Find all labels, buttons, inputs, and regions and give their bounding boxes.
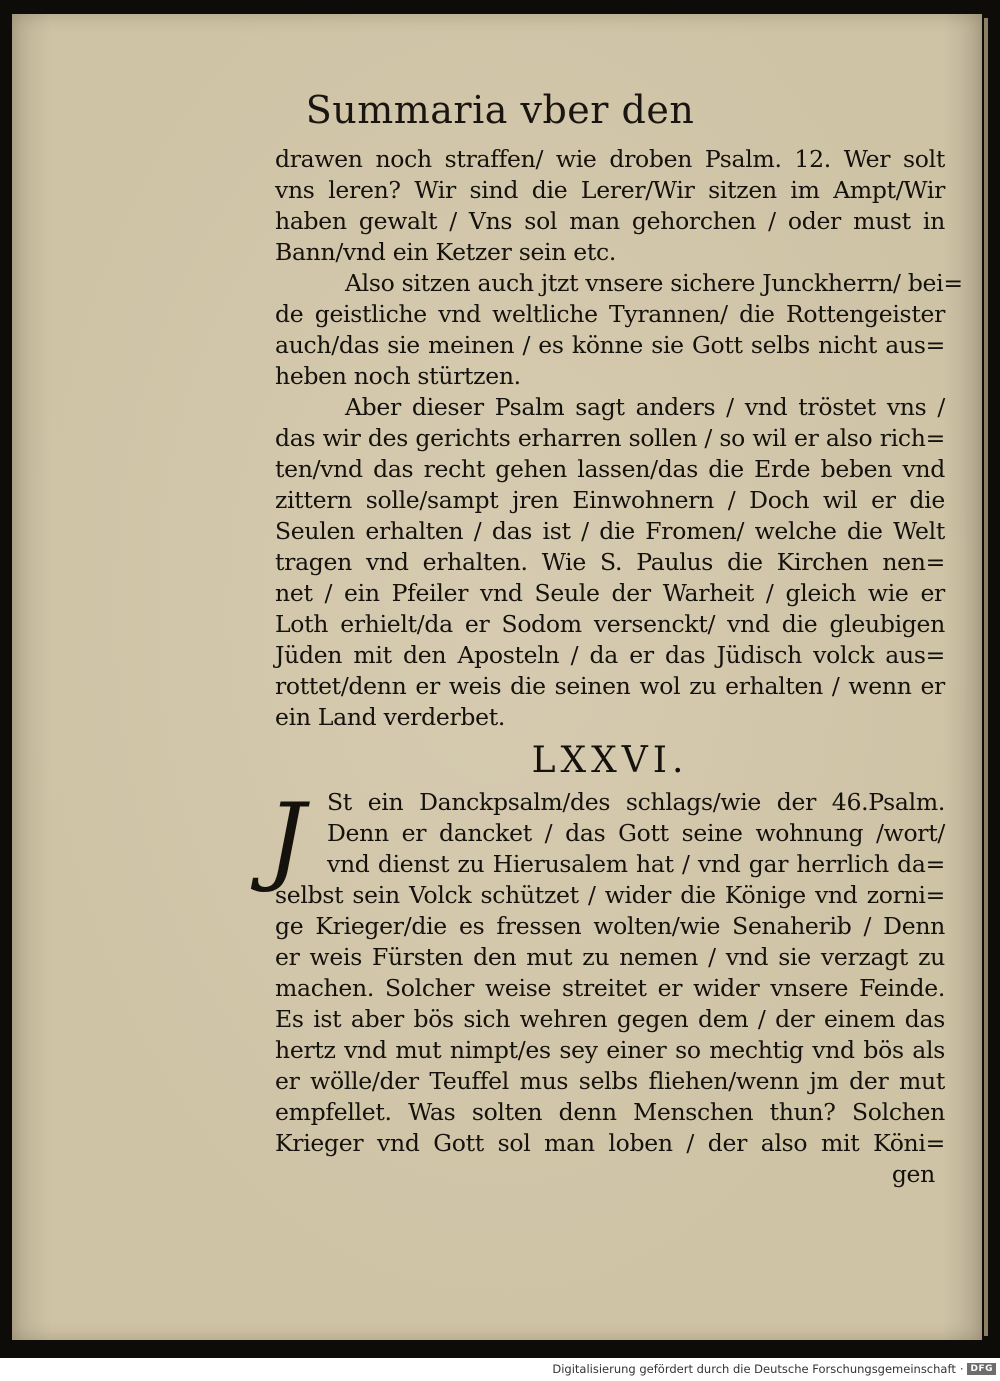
text-line: er weis Fürsten den mut zu nemen / vnd sie verzagt zu bbox=[275, 943, 945, 971]
text-line: vns leren? Wir sind die Lerer/Wir sitzen im Ampt/Wir bbox=[275, 176, 945, 204]
text-line: Es ist aber bös sich wehren gegen dem / der einem das bbox=[275, 1005, 945, 1033]
text-line: Seulen erhalten / das ist / die Fromen/ welche die Welt bbox=[275, 517, 945, 545]
dfg-logo: DFG bbox=[967, 1363, 996, 1375]
text-block bbox=[267, 144, 963, 1190]
text-line: er wölle/der Teuffel mus selbs fliehen/wenn jm der mut bbox=[275, 1067, 945, 1095]
text-line: vnd dienst zu Hierusalem hat / vnd gar herrlich da= bbox=[327, 850, 945, 878]
text-line: auch/das sie meinen / es könne sie Gott selbs nicht aus= bbox=[275, 331, 945, 359]
digitization-credit bbox=[552, 1362, 996, 1376]
separator-dot: · bbox=[959, 1362, 964, 1376]
text-line: zittern solle/sampt jren Einwohnern / Doch wil er die bbox=[275, 486, 945, 514]
text-line: ge Krieger/die es fressen wolten/wie Senaherib / Denn bbox=[275, 912, 945, 940]
text-line: St ein Danckpsalm/des schlags/wie der 46.Psalm. bbox=[327, 788, 945, 816]
text-line: Bann/vnd ein Ketzer sein etc. bbox=[275, 238, 617, 266]
text-line: machen. Solcher weise streitet er wider vnsere Feinde. bbox=[275, 974, 945, 1002]
text-line: Aber dieser Psalm sagt anders / vnd tröstet vns / bbox=[345, 393, 945, 421]
text-line: Also sitzen auch jtzt vnsere sichere Junckherrn/ bei= bbox=[345, 269, 963, 297]
text-line: de geistliche vnd weltliche Tyrannen/ die Rottengeister bbox=[275, 300, 945, 328]
text-line: heben noch stürtzen. bbox=[275, 362, 521, 390]
text-line: Denn er dancket / das Gott seine wohnung /wort/ bbox=[327, 819, 945, 847]
text-line: haben gewalt / Vns sol man gehorchen / oder must in bbox=[275, 207, 945, 235]
text-line: hertz vnd mut nimpt/es sey einer so mechtig vnd bös als bbox=[275, 1036, 945, 1064]
text-line: tragen vnd erhalten. Wie S. Paulus die Kirchen nen= bbox=[275, 548, 945, 576]
text-line: ein Land verderbet. bbox=[275, 703, 506, 731]
text-line: empfellet. Was solten denn Menschen thun? Solchen bbox=[275, 1098, 945, 1126]
page-edge bbox=[984, 18, 988, 1336]
text-line: das wir des gerichts erharren sollen / so wil er also rich= bbox=[275, 424, 945, 452]
text-line: selbst sein Volck schützet / wider die Könige vnd zorni= bbox=[275, 881, 945, 909]
text-line: rottet/denn er weis die seinen wol zu erhalten / wenn er bbox=[275, 672, 945, 700]
psalm-number-heading: LXXVI. bbox=[531, 740, 689, 781]
text-line: drawen noch straffen/ wie droben Psalm. 12. Wer solt bbox=[275, 145, 945, 173]
text-line: Loth erhielt/da er Sodom versenckt/ vnd die gleubigen bbox=[275, 610, 945, 638]
decorated-initial: J bbox=[267, 783, 306, 895]
text-line: Krieger vnd Gott sol man loben / der also mit Köni= bbox=[275, 1129, 945, 1157]
text-line: Jüden mit den Aposteln / da er das Jüdisch volck aus= bbox=[275, 641, 945, 669]
text-line: ten/vnd das recht gehen lassen/das die Erde beben vnd bbox=[275, 455, 945, 483]
credit-text: Digitalisierung gefördert durch die Deutsche Forschungsgemeinschaft bbox=[552, 1362, 956, 1376]
running-head: Summaria vber den bbox=[305, 88, 695, 132]
catchword: gen bbox=[891, 1160, 935, 1188]
text-line: net / ein Pfeiler vnd Seule der Warheit / gleich wie er bbox=[275, 579, 945, 607]
